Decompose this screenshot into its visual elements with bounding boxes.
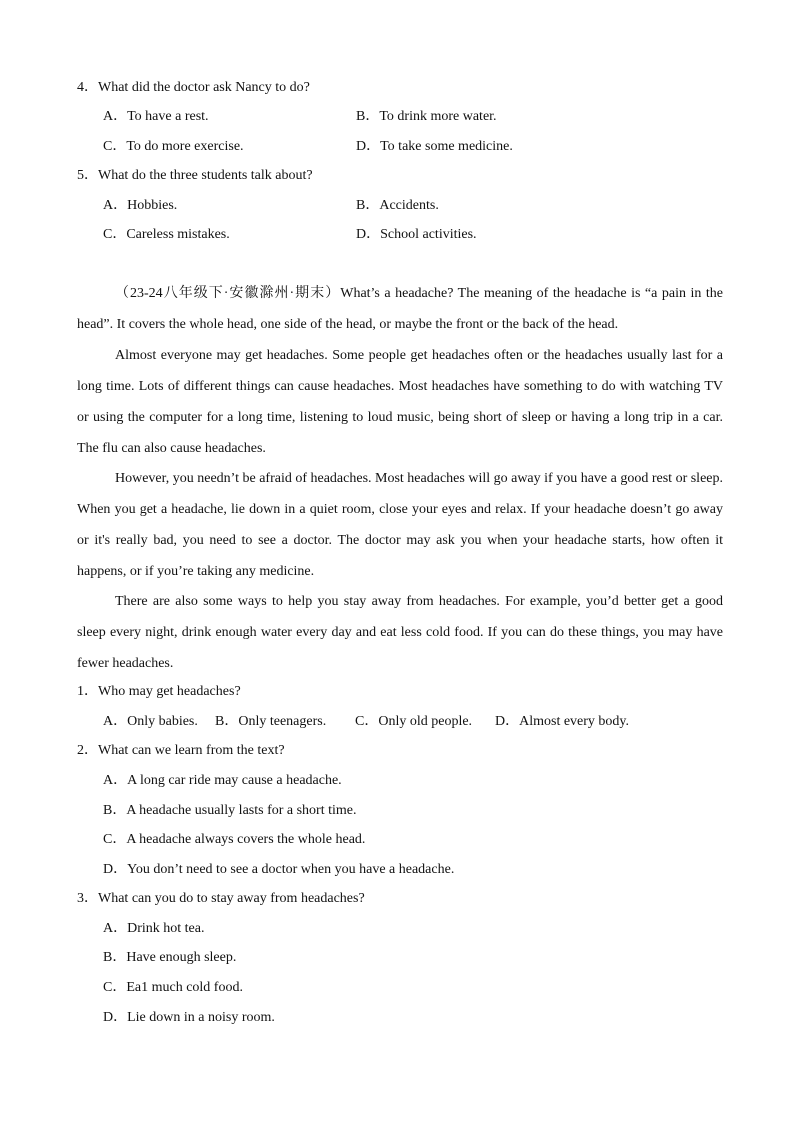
question-2-stem: 2．What can we learn from the text? [77,743,285,758]
question-3-option-b: B．Have enough sleep. [103,950,237,965]
question-5-option-b: B．Accidents. [356,198,439,213]
question-2-option-a: A．A long car ride may cause a headache. [103,773,342,788]
question-5-option-c: C．Careless mistakes. [103,227,230,242]
question-1-option-b: B．Only teenagers. [215,714,327,729]
question-1-option-d: D．Almost every body. [495,714,630,729]
question-4-option-d: D．To take some medicine. [356,139,513,154]
question-1-stem: 1．Who may get headaches? [77,684,241,699]
question-1-option-c: C．Only old people. [355,714,473,729]
question-5-option-a: A．Hobbies. [103,198,178,213]
passage-paragraph-4: There are also some ways to help you stay away from headaches. For example, you’d better get a good sleep every night, drink enough water every day and eat less cold food. If you can do these things, you may have fewer headaches. [77,594,723,671]
question-4-stem: 4．What did the doctor ask Nancy to do? [77,80,310,95]
question-5-option-d: D．School activities. [356,227,477,242]
question-4-option-c: C．To do more exercise. [103,139,244,154]
question-3-option-a: A．Drink hot tea. [103,921,205,936]
passage-paragraph-2: Almost everyone may get headaches. Some people get headaches often or the headaches usually last for a long time. Lots of different things can cause headaches. Most headaches have something to do with watching TV or using the computer for a long time, listening to loud music, being short of sleep or having a long trip in a car. The flu can also cause headaches. [77,348,723,456]
question-5-stem: 5．What do the three students talk about? [77,168,313,183]
question-4-option-b: B．To drink more water. [356,109,497,124]
question-2-option-d: D．You don’t need to see a doctor when you have a headache. [103,862,455,877]
question-3-option-d: D．Lie down in a noisy room. [103,1010,275,1025]
passage-paragraph-3: However, you needn’t be afraid of headaches. Most headaches will go away if you have a good rest or sleep. When you get a headache, lie down in a quiet room, close your eyes and relax. If your headache doesn’t go away or it's really bad, you need to see a doctor. The doctor may ask you when your headache starts, how often it happens, or if you’re taking any medicine. [77,471,723,579]
question-1-option-a: A．Only babies. [103,714,198,729]
passage-paragraph-1: （23-24八年级下·安徽滁州·期末）What’s a headache? The meaning of the headache is “a pain in the head”. It covers the whole head, one side of the head, or maybe the front or the back of the head. [77,286,723,332]
question-4-option-a: A．To have a rest. [103,109,209,124]
question-2-option-b: B．A headache usually lasts for a short time. [103,803,357,818]
question-3-stem: 3．What can you do to stay away from headaches? [77,891,365,906]
question-3-option-c: C．Ea1 much cold food. [103,980,243,995]
question-2-option-c: C．A headache always covers the whole head. [103,832,366,847]
